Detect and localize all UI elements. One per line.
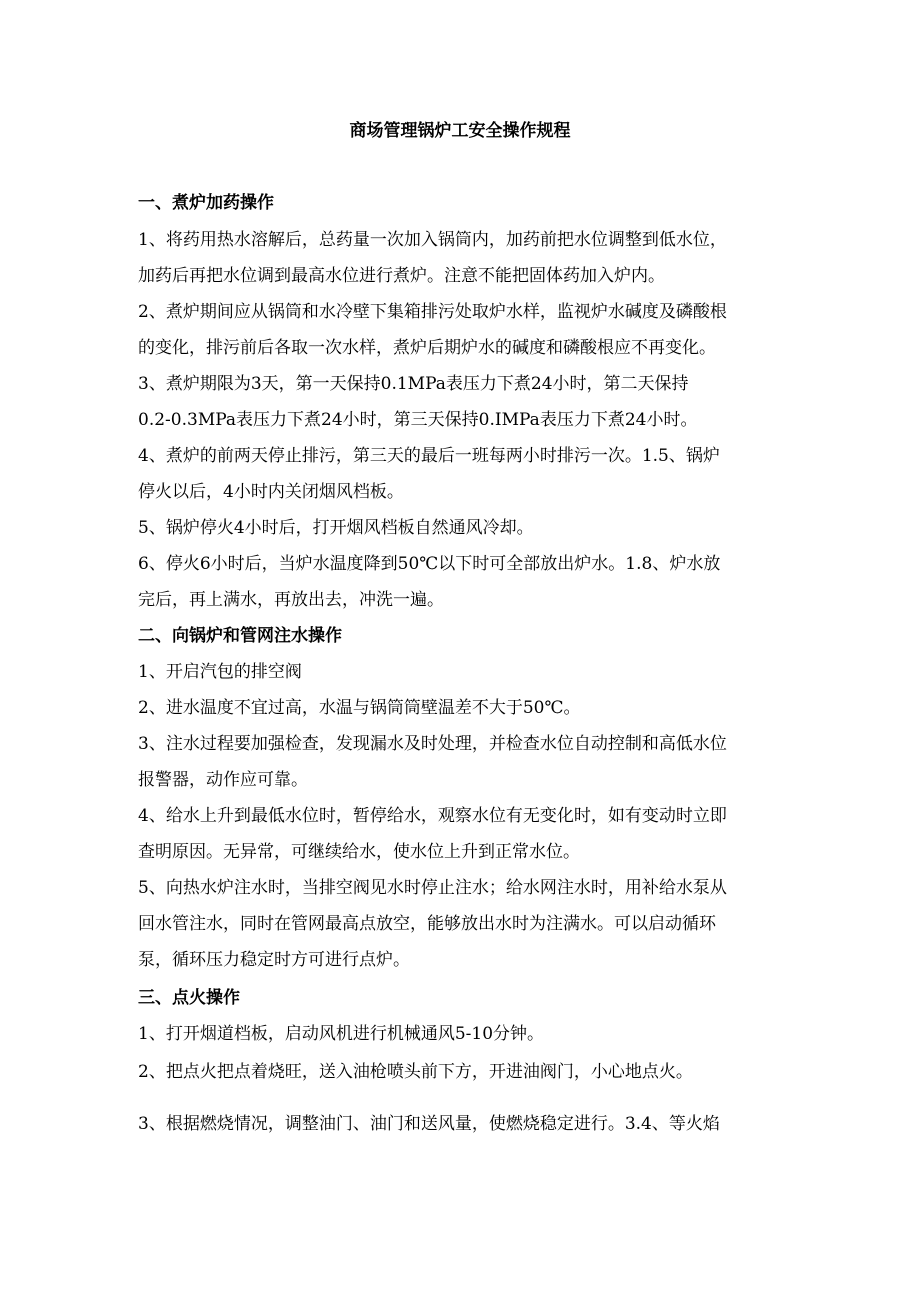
paragraph-line: 3、注水过程要加强检查，发现漏水及时处理，并检查水位自动控制和高低水位 xyxy=(138,734,727,754)
paragraph-line: 加药后再把水位调到最高水位进行煮炉。注意不能把固体药加入炉内。 xyxy=(138,266,665,286)
paragraph-line: 2、煮炉期间应从锅筒和水冷壁下集箱排污处取炉水样，监视炉水碱度及磷酸根 xyxy=(138,302,727,322)
paragraph-line: 完后，再上满水，再放出去，冲洗一遍。 xyxy=(138,590,444,610)
paragraph-line: 停火以后，4小时内关闭烟风档板。 xyxy=(138,482,404,502)
document-title: 商场管理锅炉工安全操作规程 xyxy=(349,121,571,141)
section-heading-1: 一、煮炉加药操作 xyxy=(138,193,274,213)
paragraph-line: 的变化，排污前后各取一次水样，煮炉后期炉水的碱度和磷酸根应不再变化。 xyxy=(138,338,716,358)
paragraph-line: 泵，循环压力稳定时方可进行点炉。 xyxy=(138,950,410,970)
paragraph-line: 报警器，动作应可靠。 xyxy=(138,770,308,790)
paragraph-line: 2、把点火把点着烧旺，送入油枪喷头前下方，开进油阀门，小心地点火。 xyxy=(138,1062,693,1082)
paragraph-line: 1、打开烟道档板，启动风机进行机械通风5-10分钟。 xyxy=(138,1024,545,1044)
paragraph-line: 1、将药用热水溶解后，总药量一次加入锅筒内，加药前把水位调整到低水位， xyxy=(138,230,727,250)
section-heading-3: 三、点火操作 xyxy=(138,988,240,1008)
paragraph-line: 查明原因。无异常，可继续给水，使水位上升到正常水位。 xyxy=(138,842,580,862)
paragraph-line: 3、煮炉期限为3天，第一天保持0.1MPa表压力下煮24小时，第二天保持 xyxy=(138,374,689,394)
paragraph-line: 2、进水温度不宜过高，水温与锅筒筒壁温差不大于50℃。 xyxy=(138,698,581,718)
paragraph-line: 6、停火6小时后，当炉水温度降到50℃以下时可全部放出炉水。1.8、炉水放 xyxy=(138,554,721,574)
paragraph-line: 4、给水上升到最低水位时，暂停给水，观察水位有无变化时，如有变动时立即 xyxy=(138,806,727,826)
paragraph-line: 5、向热水炉注水时，当排空阀见水时停止注水；给水网注水时，用补给水泵从 xyxy=(138,878,727,898)
paragraph-line: 0.2-0.3MPa表压力下煮24小时，第三天保持0.IMPa表压力下煮24小时。 xyxy=(138,410,698,430)
section-heading-2: 二、向锅炉和管网注水操作 xyxy=(138,626,342,646)
paragraph-line: 3、根据燃烧情况，调整油门、油门和送风量，使燃烧稳定进行。3.4、等火焰 xyxy=(138,1114,720,1134)
paragraph-line: 回水管注水，同时在管网最高点放空，能够放出水时为注满水。可以启动循环 xyxy=(138,914,716,934)
paragraph-line: 5、锅炉停火4小时后，打开烟风档板自然通风冷却。 xyxy=(138,518,534,538)
paragraph-line: 1、开启汽包的排空阀 xyxy=(138,662,302,682)
paragraph-line: 4、煮炉的前两天停止排污，第三天的最后一班每两小时排污一次。1.5、锅炉 xyxy=(138,446,720,466)
